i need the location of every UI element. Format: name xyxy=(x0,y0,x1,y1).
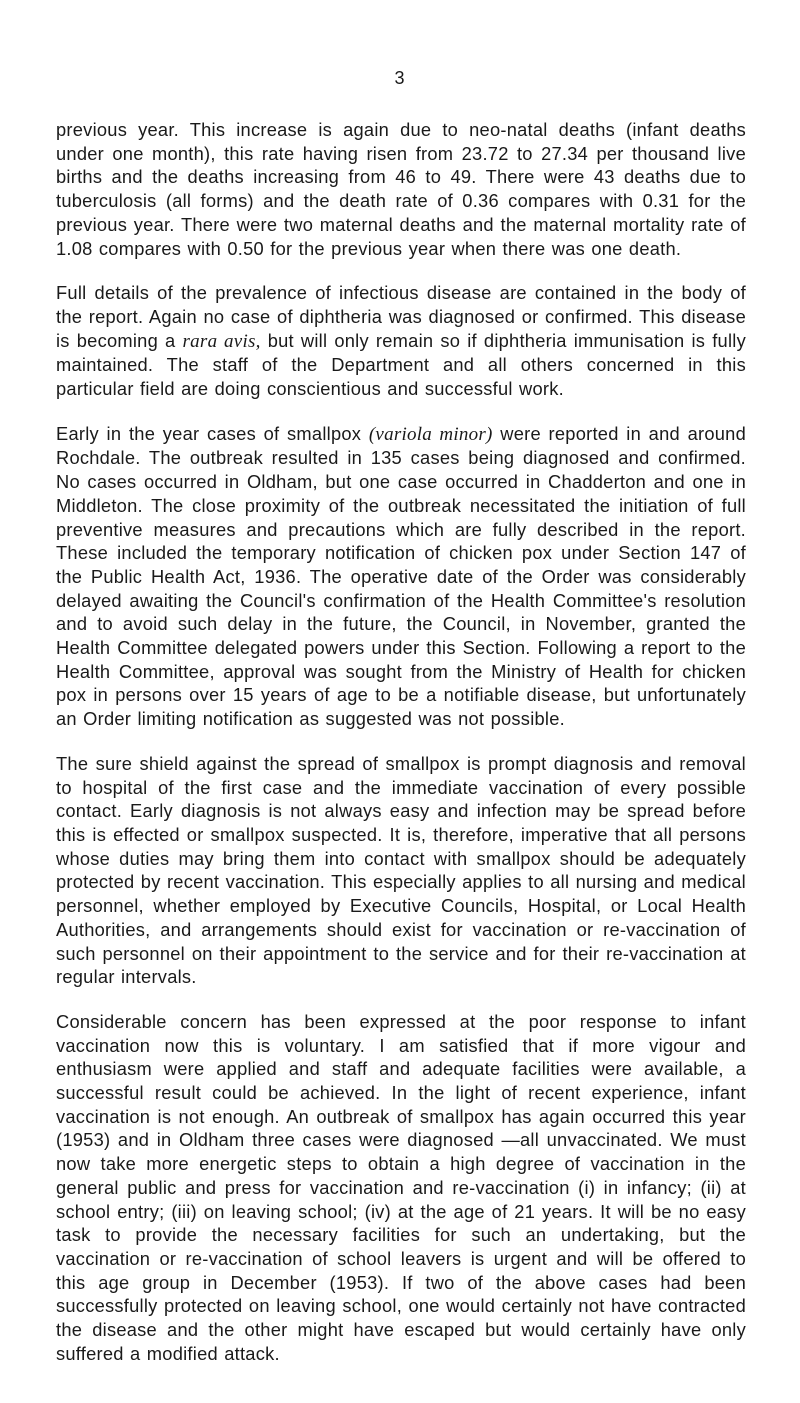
paragraph-diphtheria-text-after: but will only remain so if diphtheria immunisation is fully maintained. The staff of the Department and all others concerned in this particular field are doing conscientious and successful work. xyxy=(56,329,746,400)
paragraph-diphtheria-text-before: Full details of the prevalence of infectious disease are contained in the body of the report. Again no case of diphtheria was diagnosed or confirmed. This disease is becoming a xyxy=(56,282,746,351)
page-number: 3 xyxy=(394,68,406,88)
report-body xyxy=(56,118,746,1386)
paragraph-smallpox-shield: The sure shield against the spread of smallpox is prompt diagnosis and removal to hospital of the first case and the immediate vaccination of every possible contact. Early diagnosis is not always easy and infection may be spread before this is effected or smallpox suspected. It is, therefore, imperative that all persons whose duties may bring them into contact with smallpox should be adequately protected by recent vaccination. This especially applies to all nursing and medical personnel, whether employed by Executive Councils, Hospital, or Local Health Authorities, and arrangements should exist for vaccination or re-vaccination of such personnel on their appointment to the service and for their re-vaccination at regular intervals. xyxy=(56,752,746,988)
paragraph-smallpox-outbreak xyxy=(56,422,746,731)
paragraph-smallpox-text-before: Early in the year cases of smallpox xyxy=(56,422,369,444)
paragraph-diphtheria xyxy=(56,281,746,401)
paragraph-smallpox-text-after: were reported in and around Rochdale. The outbreak resulted in 135 cases being diagnosed and confirmed. No cases occurred in Oldham, but one case occurred in Chadderton and one in Middleton. The close proximity of the outbreak necessitated the initiation of full preventive measures and precautions which are fully described in the report. These included the temporary notification of chicken pox under Section 147 of the Public Health Act, 1936. The operative date of the Order was considerably delayed awaiting the Council's confirmation of the Health Committee's resolution and to avoid such delay in the future, the Council, in November, granted the Health Committee delegated powers under this Section. Following a report to the Health Committee, approval was sought from the Ministry of Health for chicken pox in persons over 15 years of age to be a notifiable disease, but unfortunately an Order limiting notification as suggested was not possible. xyxy=(56,422,747,730)
variola-minor-italic: (variola minor) xyxy=(368,423,493,445)
paragraph-infant-vaccination: Considerable concern has been expressed at the poor response to infant vaccination now this is voluntary. I am satisfied that if more vigour and enthusiasm were applied and staff and adequate facilities were available, a successful result could be achieved. In the light of recent experience, infant vaccination is not enough. An outbreak of smallpox has again occurred this year (1953) and in Oldham three cases were diagnosed —all unvaccinated. We must now take more energetic steps to obtain a high degree of vaccination in the general public and press for vaccination and re-vaccination (i) in infancy; (ii) at school entry; (iii) on leaving school; (iv) at the age of 21 years. It will be no easy task to provide the necessary facilities for such an undertaking, but the vaccination or re-vaccination of school leavers is urgent and will be offered to this age group in December (1953). If two of the above cases had been successfully protected on leaving school, one would certainly not have contracted the disease and the other might have escaped but would certainly have only suffered a modified attack. xyxy=(56,1010,746,1364)
rara-avis-italic: rara avis, xyxy=(182,330,261,352)
paragraph-mortality: previous year. This increase is again due to neo-natal deaths (infant deaths under one month), this rate having risen from 23.72 to 27.34 per thousand live births and the deaths increasing from 46 to 49. There were 43 deaths due to tuberculosis (all forms) and the death rate of 0.36 compares with 0.31 for the previous year. There were two maternal deaths and the maternal mortality rate of 1.08 compares with 0.50 for the previous year when there was one death. xyxy=(56,119,746,259)
